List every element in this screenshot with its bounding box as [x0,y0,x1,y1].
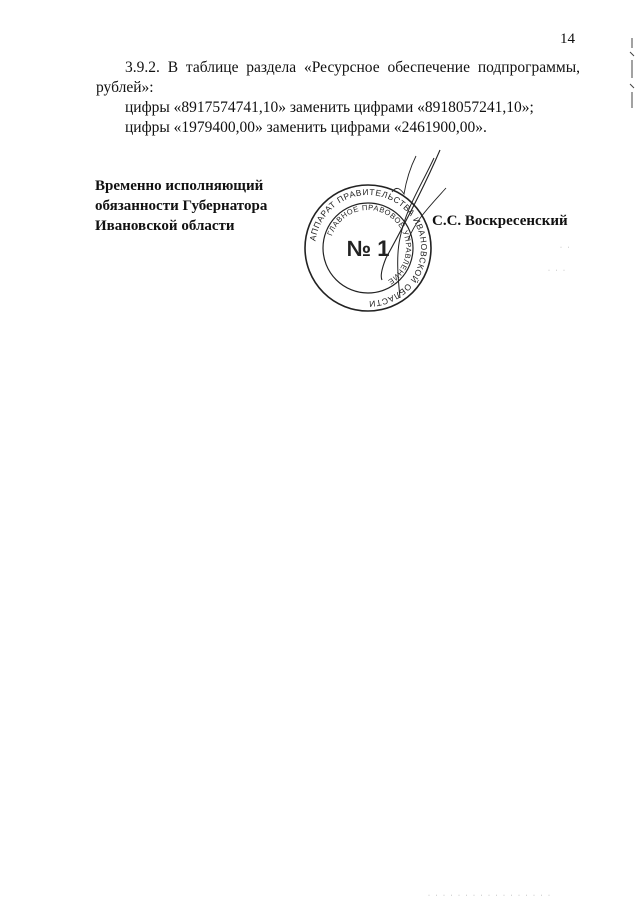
signer-title-line-3: Ивановской области [95,218,235,234]
scan-speck-dots: · · · · · · · · · · · · · · · · · [428,893,552,899]
signer-title-line-1: Временно исполняющий [95,178,264,194]
binding-margin-mark [628,38,636,108]
scan-speck-dots: · · [560,245,572,251]
official-stamp [288,148,448,316]
signer-name: С.С. Воскресенский [432,213,568,229]
replacement-line-2: цифры «1979400,00» заменить цифрами «2461900,00». [125,119,487,136]
signer-title [95,176,267,236]
stamp-center-number: № 1 [346,236,390,261]
signature-stroke-4 [392,156,416,194]
page-number: 14 [560,31,575,47]
stamp-ring-text: АППАРАТ ПРАВИТЕЛЬСТВА ИВАНОВСКОЙ ОБЛАСТИ [307,186,430,310]
paragraph-second-line: рублей»: [96,79,154,96]
paragraph-first-line: 3.9.2. В таблице раздела «Ресурсное обеспечение подпрограммы, [125,59,580,76]
signer-title-line-2: обязанности Губернатора [95,198,268,214]
replacement-line-1: цифры «8917574741,10» заменить цифрами «8918057241,10»; [125,99,534,116]
stamp-inner-text: ГЛАВНОЕ ПРАВОВОЕ УПРАВЛЕНИЕ [325,202,414,287]
scan-speck-dots: · · · [548,268,567,274]
